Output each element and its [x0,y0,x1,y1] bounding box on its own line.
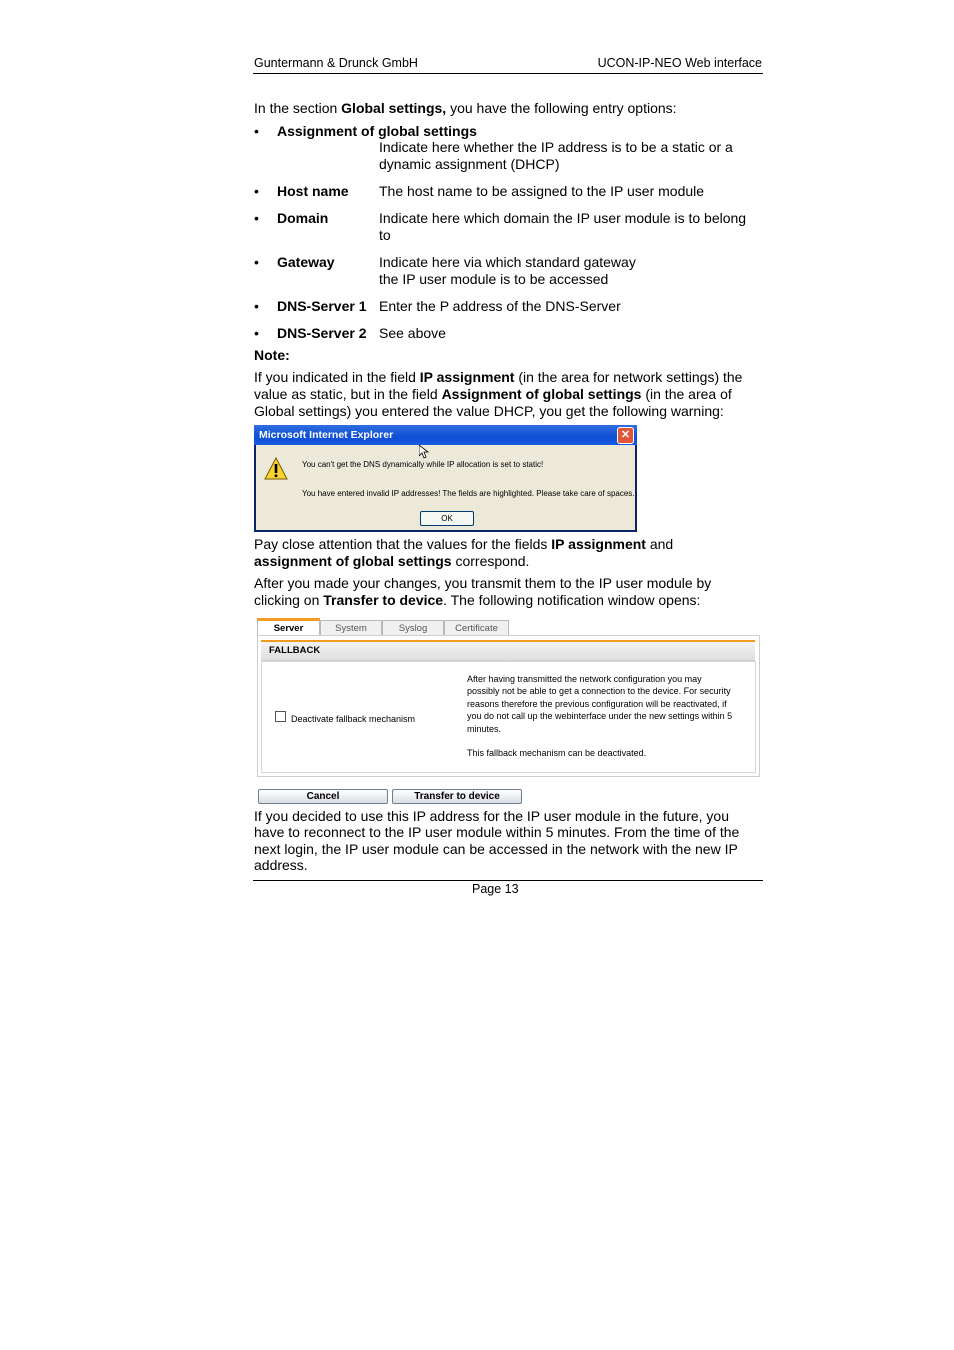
para4-line: have to reconnect to the IP user module within 5 minutes. From the time of the [254,824,740,840]
para3-line: After you made your changes, you transmit them to the IP user module by [254,575,712,591]
bullet: • [254,183,259,199]
note-text: (in the area for network settings) the [514,369,743,385]
bullet: • [254,210,259,226]
para4-line: address. [254,857,308,873]
tab-server[interactable]: Server [257,618,320,637]
option-desc: to [379,227,391,243]
option-term: DNS-Server 1 [277,298,367,314]
tab-system[interactable]: System [320,620,382,636]
header-rule [253,73,763,74]
dialog-message-1: You can't get the DNS dynamically while IP allocation is set to static! [302,460,544,469]
option-desc: dynamic assignment (DHCP) [379,156,560,172]
tab-certificate[interactable]: Certificate [444,620,509,636]
option-desc: Enter the P address of the DNS-Server [379,298,621,314]
option-desc: See above [379,325,446,341]
info-line: After having transmitted the network configuration you may [467,674,702,684]
checkbox-label: Deactivate fallback mechanism [291,714,416,724]
fallback-info [467,673,757,759]
note-line [254,386,732,403]
option-desc: Indicate here whether the IP address is to be a static or a [379,139,733,155]
para2-text-bold: IP assignment [551,536,646,552]
intro-text-bold: Global settings, [341,100,447,116]
para3-text: . The following notification window opens: [443,592,701,608]
note-text: (in the area of [641,386,732,402]
cancel-button[interactable]: Cancel [258,789,388,804]
option-term: Assignment of global settings [277,123,477,139]
note-heading: Note: [254,347,290,363]
para2-text: and [645,536,674,552]
warning-icon [264,457,288,481]
fallback-checkbox[interactable] [275,711,286,722]
info-line: This fallback mechanism can be deactivated. [467,748,647,759]
para2-line [254,553,529,570]
note-text-bold: Assignment of global settings [441,386,642,402]
fallback-panel [257,635,760,777]
para3-line [254,592,700,609]
option-desc: The host name to be assigned to the IP user module [379,183,705,199]
fallback-heading: FALLBACK [269,645,321,656]
dialog-body [256,445,635,530]
ie-warning-dialog [254,425,637,532]
para2-text-bold: assignment of global settings [254,553,452,569]
bullet: • [254,325,259,341]
panel-heading [261,642,755,661]
option-term: DNS-Server 2 [277,325,367,341]
option-term: Gateway [277,254,335,270]
info-line: you do not call up the webinterface under the new settings within 5 [467,711,733,722]
dialog-title: Microsoft Internet Explorer [259,429,394,441]
option-term: Domain [277,210,329,226]
page-number: Page 13 [472,882,519,896]
note-text: If you indicated in the field [254,369,420,385]
bullet: • [254,123,259,139]
bullet: • [254,254,259,270]
para2-text: correspond. [451,553,530,569]
para3-text: clicking on [254,592,324,608]
header-product: UCON-IP-NEO Web interface [597,56,762,70]
para4-line: If you decided to use this IP address for the IP user module in the future, you [254,808,729,824]
panel-content [261,661,756,773]
option-desc: Indicate here which domain the IP user module is to belong [379,210,747,226]
para2-text: Pay close attention that the values for the fields [254,536,552,552]
para2-line [254,536,673,553]
info-line: possibly not be able to get a connection to the device. For security [467,686,731,697]
note-text: value as static, but in the field [254,386,442,402]
footer-rule [253,880,763,881]
info-spacer [467,735,757,747]
note-line [254,369,742,386]
para4-line: next login, the IP user module can be accessed in the network with the new IP [254,841,738,857]
note-line: Global settings) you entered the value DHCP, you get the following warning: [254,403,724,419]
ok-button[interactable]: OK [420,511,474,526]
tab-syslog[interactable]: Syslog [382,620,444,636]
header-company: Guntermann & Drunck GmbH [254,56,418,70]
mouse-cursor-icon [419,445,429,459]
intro-paragraph [254,100,677,117]
dialog-message-2: You have entered invalid IP addresses! The fields are highlighted. Please take care of spaces. [302,489,635,498]
intro-text-2: you have the following entry options: [446,100,677,116]
option-desc: the IP user module is to be accessed [379,271,609,287]
info-line: reasons therefore the previous configuration will be reactivated, if [467,698,727,709]
option-term: Host name [277,183,349,199]
para3-text-bold: Transfer to device [323,592,444,608]
transfer-to-device-button[interactable]: Transfer to device [392,789,522,804]
intro-text-1: In the section [254,100,342,116]
option-desc: Indicate here via which standard gateway [379,254,636,270]
bullet: • [254,298,259,314]
note-text-bold: IP assignment [419,369,515,385]
dialog-titlebar [254,425,637,445]
info-line: minutes. [467,723,502,734]
close-icon[interactable]: ✕ [617,427,634,444]
